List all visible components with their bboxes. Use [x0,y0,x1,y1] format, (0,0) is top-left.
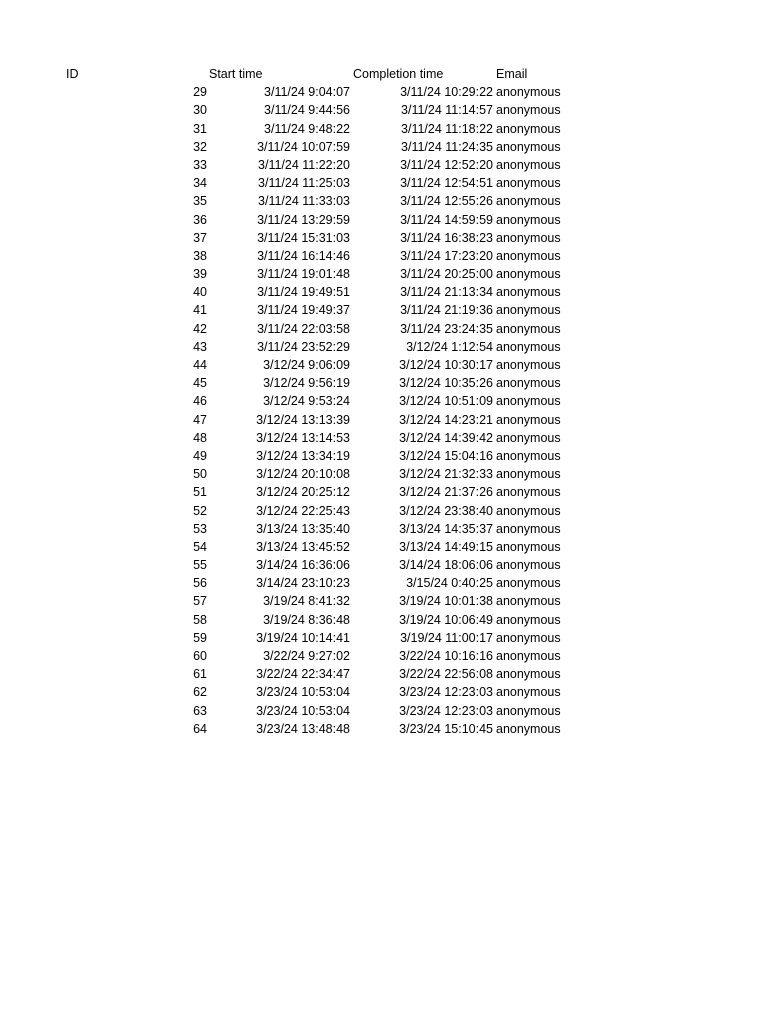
header-row [0,65,768,83]
cell-completion-time: 3/12/24 14:39:42 [399,430,493,445]
cell-id: 62 [193,685,207,700]
cell-start-time: 3/11/24 11:25:03 [258,176,350,191]
cell-id: 42 [193,321,207,336]
cell-email: anonymous [496,485,561,500]
cell-completion-time: 3/22/24 10:16:16 [399,649,493,663]
cell-completion-time: 3/19/24 10:06:49 [399,612,493,627]
cell-email: anonymous [496,157,561,172]
table-row [0,465,768,483]
cell-email: anonymous [496,448,561,463]
cell-completion-time: 3/23/24 15:10:45 [399,721,493,736]
cell-id: 56 [193,576,207,591]
cell-completion-time: 3/11/24 11:18:22 [401,121,493,136]
cell-email: anonymous [496,612,561,627]
cell-id: 63 [193,703,207,718]
cell-id: 45 [193,376,207,391]
table-row [0,320,768,338]
table-row [0,120,768,138]
cell-completion-time: 3/12/24 1:12:54 [406,339,493,354]
cell-id: 33 [193,157,207,172]
cell-id: 38 [193,248,207,263]
table-row [0,592,768,610]
table-row [0,611,768,629]
cell-id: 41 [193,303,207,318]
cell-email: anonymous [496,412,561,427]
table-row [0,283,768,301]
cell-start-time: 3/23/24 10:53:04 [256,685,350,700]
cell-completion-time: 3/11/24 21:19:36 [400,303,493,318]
table-row [0,483,768,501]
cell-start-time: 3/11/24 11:33:03 [258,194,350,209]
cell-email: anonymous [496,339,561,354]
cell-id: 47 [193,412,207,427]
cell-email: anonymous [496,212,561,227]
cell-completion-time: 3/22/24 22:56:08 [399,667,493,682]
cell-email: anonymous [496,430,561,445]
cell-email: anonymous [496,630,561,645]
cell-id: 64 [193,721,207,736]
cell-completion-time: 3/11/24 12:52:20 [400,157,493,172]
table-row [0,374,768,392]
cell-email: anonymous [496,467,561,482]
cell-start-time: 3/12/24 13:14:53 [256,430,350,445]
cell-completion-time: 3/23/24 12:23:03 [399,685,493,700]
cell-start-time: 3/11/24 16:14:46 [257,248,350,263]
table-row [0,702,768,720]
cell-id: 40 [193,285,207,300]
cell-id: 35 [193,194,207,209]
cell-start-time: 3/19/24 8:41:32 [263,594,350,609]
cell-start-time: 3/11/24 19:49:51 [257,285,350,300]
table-row [0,356,768,374]
cell-email: anonymous [496,121,561,136]
cell-email: anonymous [496,267,561,282]
cell-email: anonymous [496,394,561,409]
cell-completion-time: 3/11/24 12:55:26 [400,194,493,209]
cell-id: 58 [193,612,207,627]
cell-email: anonymous [496,230,561,245]
cell-id: 48 [193,430,207,445]
cell-completion-time: 3/11/24 16:38:23 [400,230,493,245]
cell-start-time: 3/11/24 9:44:56 [264,103,350,118]
cell-id: 34 [193,176,207,191]
table-row [0,83,768,101]
cell-completion-time: 3/12/24 15:04:16 [399,448,493,463]
table-row [0,647,768,665]
cell-email: anonymous [496,376,561,391]
cell-id: 46 [193,394,207,409]
cell-start-time: 3/12/24 9:56:19 [263,376,350,391]
cell-start-time: 3/11/24 9:04:07 [264,85,350,100]
table-row [0,447,768,465]
cell-completion-time: 3/12/24 21:37:26 [399,485,493,500]
cell-completion-time: 3/11/24 14:59:59 [400,212,493,227]
cell-start-time: 3/12/24 9:53:24 [263,394,350,409]
cell-start-time: 3/19/24 8:36:48 [263,612,350,627]
table-row [0,211,768,229]
cell-id: 31 [193,121,207,136]
cell-id: 32 [193,139,207,154]
cell-start-time: 3/11/24 19:01:48 [257,267,350,282]
cell-email: anonymous [496,194,561,209]
table-row [0,138,768,156]
cell-start-time: 3/12/24 20:10:08 [256,467,350,482]
cell-start-time: 3/14/24 16:36:06 [256,558,350,573]
cell-email: anonymous [496,521,561,536]
cell-email: anonymous [496,321,561,336]
cell-start-time: 3/23/24 13:48:48 [256,721,350,736]
cell-completion-time: 3/12/24 14:23:21 [399,412,493,427]
table-row [0,574,768,592]
cell-completion-time: 3/11/24 11:24:35 [401,139,493,154]
cell-start-time: 3/12/24 13:13:39 [256,412,350,427]
table-row [0,265,768,283]
cell-id: 55 [193,558,207,573]
table-row [0,338,768,356]
cell-completion-time: 3/11/24 10:29:22 [400,85,493,100]
cell-start-time: 3/11/24 19:49:37 [257,303,350,318]
cell-id: 51 [193,485,207,500]
cell-id: 52 [193,503,207,518]
table-row [0,538,768,556]
table-row [0,247,768,265]
cell-id: 30 [193,103,207,118]
cell-email: anonymous [496,285,561,300]
cell-email: anonymous [496,139,561,154]
cell-id: 43 [193,339,207,354]
cell-completion-time: 3/11/24 23:24:35 [400,321,493,336]
cell-start-time: 3/11/24 23:52:29 [257,339,350,354]
cell-id: 39 [193,267,207,282]
cell-completion-time: 3/13/24 14:35:37 [399,521,493,536]
cell-id: 50 [193,467,207,482]
cell-completion-time: 3/19/24 11:00:17 [400,630,493,645]
cell-start-time: 3/12/24 22:25:43 [256,503,350,518]
cell-id: 37 [193,230,207,245]
header-email: Email [496,67,528,81]
table-row [0,192,768,210]
cell-email: anonymous [496,703,561,718]
cell-completion-time: 3/12/24 10:30:17 [399,358,493,372]
cell-email: anonymous [496,85,561,100]
cell-completion-time: 3/15/24 0:40:25 [406,576,493,591]
cell-start-time: 3/22/24 9:27:02 [263,649,350,663]
cell-completion-time: 3/11/24 21:13:34 [400,285,493,300]
cell-email: anonymous [496,103,561,118]
cell-completion-time: 3/12/24 10:35:26 [399,376,493,391]
cell-start-time: 3/13/24 13:35:40 [256,521,350,536]
cell-start-time: 3/23/24 10:53:04 [256,703,350,718]
cell-email: anonymous [496,539,561,554]
table-row [0,429,768,447]
cell-id: 59 [193,630,207,645]
cell-completion-time: 3/12/24 23:38:40 [399,503,493,518]
cell-completion-time: 3/11/24 11:14:57 [401,103,493,118]
cell-email: anonymous [496,558,561,573]
cell-start-time: 3/19/24 10:14:41 [256,630,350,645]
cell-completion-time: 3/12/24 21:32:33 [399,467,493,482]
table-row [0,502,768,520]
cell-id: 36 [193,212,207,227]
header-completion-time: Completion time [353,67,444,81]
spreadsheet-page [0,65,768,738]
table-row [0,229,768,247]
table-body [0,83,768,738]
table-row [0,174,768,192]
cell-email: anonymous [496,176,561,191]
table-row [0,301,768,319]
cell-start-time: 3/11/24 11:22:20 [258,157,350,172]
cell-start-time: 3/11/24 15:31:03 [257,230,350,245]
cell-completion-time: 3/11/24 20:25:00 [400,267,493,282]
cell-email: anonymous [496,248,561,263]
cell-completion-time: 3/14/24 18:06:06 [399,558,493,573]
table-row [0,392,768,410]
cell-email: anonymous [496,649,561,663]
table-row [0,683,768,701]
cell-email: anonymous [496,576,561,591]
cell-id: 61 [193,667,207,682]
cell-id: 44 [193,358,207,372]
cell-id: 29 [193,85,207,100]
cell-completion-time: 3/12/24 10:51:09 [399,394,493,409]
cell-start-time: 3/13/24 13:45:52 [256,539,350,554]
table-row [0,556,768,574]
cell-email: anonymous [496,667,561,682]
table-row [0,156,768,174]
cell-email: anonymous [496,503,561,518]
header-id: ID [66,67,79,81]
table-row [0,629,768,647]
cell-start-time: 3/11/24 10:07:59 [257,139,350,154]
cell-start-time: 3/12/24 9:06:09 [263,358,350,372]
cell-start-time: 3/14/24 23:10:23 [256,576,350,591]
cell-start-time: 3/22/24 22:34:47 [256,667,350,682]
cell-start-time: 3/12/24 13:34:19 [256,448,350,463]
cell-completion-time: 3/23/24 12:23:03 [399,703,493,718]
table-row [0,665,768,683]
cell-email: anonymous [496,358,561,372]
table-row [0,720,768,738]
cell-id: 60 [193,649,207,663]
cell-completion-time: 3/13/24 14:49:15 [399,539,493,554]
cell-start-time: 3/11/24 9:48:22 [264,121,350,136]
cell-id: 53 [193,521,207,536]
cell-id: 54 [193,539,207,554]
cell-start-time: 3/12/24 20:25:12 [256,485,350,500]
table-row [0,101,768,119]
cell-id: 49 [193,448,207,463]
cell-completion-time: 3/19/24 10:01:38 [399,594,493,609]
header-start-time: Start time [209,67,263,81]
cell-completion-time: 3/11/24 12:54:51 [400,176,493,191]
cell-email: anonymous [496,721,561,736]
cell-start-time: 3/11/24 13:29:59 [257,212,350,227]
cell-id: 57 [193,594,207,609]
cell-email: anonymous [496,685,561,700]
table-row [0,411,768,429]
table-row [0,520,768,538]
cell-completion-time: 3/11/24 17:23:20 [400,248,493,263]
cell-start-time: 3/11/24 22:03:58 [257,321,350,336]
cell-email: anonymous [496,303,561,318]
cell-email: anonymous [496,594,561,609]
